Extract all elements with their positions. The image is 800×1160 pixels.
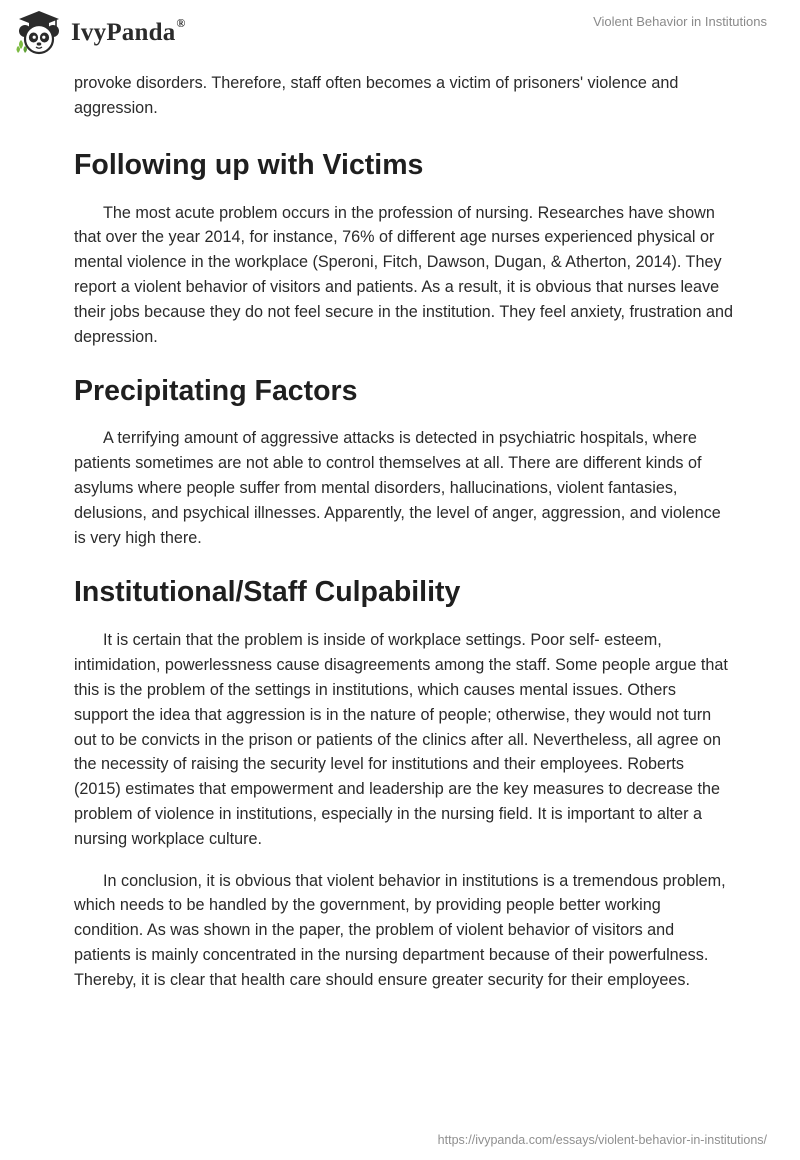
section-heading-precipitating-factors: Precipitating Factors bbox=[74, 375, 358, 408]
essay-content bbox=[74, 71, 734, 993]
paragraph-conclusion: In conclusion, it is obvious that violent behavior in institutions is a tremendous problem, which needs to be handled by the government, by providing people better working condition. As was shown in the paper, the problem of violent behavior of visitors and patients is mainly concentrated in the nursing department because of their powerfulness. Thereby, it is clear that health care should ensure greater security for their employees. bbox=[74, 871, 726, 989]
document-title: Violent Behavior in Institutions bbox=[593, 14, 767, 29]
brand-name: IvyPanda® bbox=[71, 15, 186, 46]
source-url-link[interactable]: https://ivypanda.com/essays/violent-behavior-in-institutions/ bbox=[437, 1133, 767, 1147]
paragraph-culpability: It is certain that the problem is inside of workplace settings. Poor self- esteem, intimidation, powerlessness cause disagreements among the staff. Some people argue that this is the problem of the settings in institutions, which causes mental issues. Others support the idea that aggression is in the nature of people; otherwise, they would not turn out to be convicts in the prison or patients of the clinics after all. Nevertheless, all agree on the necessity of raising the security level for institutions and their employees. Roberts (2015) estimates that empowerment and leadership are the key measures to decrease the problem of violence in institutions, especially in the nursing field. It is important to alter a nursing workplace culture. bbox=[74, 631, 728, 848]
page-header bbox=[0, 0, 800, 70]
panda-graduate-icon bbox=[15, 9, 63, 55]
section-heading-victims: Following up with Victims bbox=[74, 148, 424, 181]
section-heading-culpability: Institutional/Staff Culpability bbox=[74, 576, 461, 609]
ivypanda-logo[interactable] bbox=[15, 9, 186, 55]
paragraph-precipitating-factors: A terrifying amount of aggressive attacks is detected in psychiatric hospitals, where patients sometimes are not able to control themselves at all. There are different kinds of asylums where people suffer from mental disorders, hallucinations, violent fantasies, delusions, and psychical illnesses. Apparently, the level of anger, aggression, and violence is very high there. bbox=[74, 429, 721, 547]
paragraph-victims: The most acute problem occurs in the profession of nursing. Researches have shown that over the year 2014, for instance, 76% of different age nurses experienced physical or mental violence in the workplace (Speroni, Fitch, Dawson, Dugan, & Atherton, 2014). They report a violent behavior of visitors and patients. As a result, it is obvious that nurses leave their jobs because they do not feel secure in the institution. They feel anxiety, frustration and depression. bbox=[74, 203, 733, 346]
intro-paragraph: provoke disorders. Therefore, staff often becomes a victim of prisoners' violence and aggression. bbox=[74, 74, 679, 117]
